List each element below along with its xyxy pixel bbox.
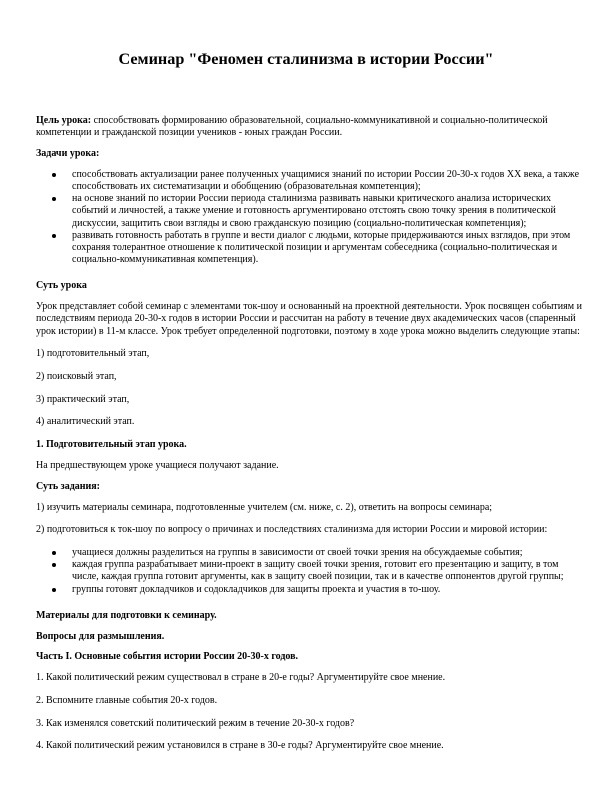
question-item: 1. Какой политический режим существовал в стране в 20-е годы? Аргументируйте свое мнение. [36,672,446,684]
stage-item: 2) поисковый этап, [36,371,117,383]
prep-heading: 1. Подготовительный этап урока. [36,439,187,451]
assignment-bullets [36,547,584,596]
stage-item: 3) практический этап, [36,393,130,405]
assignment-bullet: группы готовят докладчиков и содокладчиков для защиты проекта и участия в то-шоу. [72,584,584,596]
questions-heading: Вопросы для размышления. [36,630,165,642]
essence-heading: Суть урока [36,280,87,292]
stage-item: 1) подготовительный этап, [36,348,150,360]
assignment-item: 2) подготовиться к ток-шоу по вопросу о причинах и последствиях сталинизма для истории России и мировой истории: [36,524,548,536]
tasks-list [36,169,584,267]
task-item: на основе знаний по истории России периода сталинизма развивать навыки критического анализа исторических событий и личностей, а также умение и готовность аргументировано отстоять свою точку зрения в политической дискуссии, защитить свои взгляды и свою гражданскую позицию (социально-политическая компетенция); [72,193,584,230]
lesson-goal [36,115,584,139]
lesson-goal-text: способствовать формированию образовательной, социально-коммуникативной и социально-политической компетенции и гражданской позиции учеников - юных граждан России. [36,115,548,139]
part-heading: Часть I. Основные события истории России 20-30-х годов. [36,651,299,663]
task-item: способствовать актуализации ранее полученных учащимися знаний по истории России 20-30-х годов ХХ века, а также способствовать их систематизации и обобщению (образовательная компетенция); [72,169,584,193]
assignment-bullet: каждая группа разрабатывает мини-проект в защиту своей точки зрения, готовит его презентацию и защиту, в том числе, каждая группа готовит аргументы, как в защиту своей позиции, так и в качестве оппонентов другой группы; [72,559,584,583]
question-item: 3. Как изменялся советский политический режим в течение 20-30-х годов? [36,717,355,729]
question-item: 2. Вспомните главные события 20-х годов. [36,694,218,706]
assignment-item: 1) изучить материалы семинара, подготовленные учителем (см. ниже, с. 2), ответить на вопросы семинара; [36,501,493,513]
question-item: 4. Какой политический режим установился в стране в 30-е годы? Аргументируйте свое мнение. [36,740,444,752]
assignment-bullet: учащиеся должны разделиться на группы в зависимости от своей точки зрения на обсуждаемые события; [72,547,584,559]
document-body [36,115,584,763]
materials-heading: Материалы для подготовки к семинару. [36,609,217,621]
tasks-heading: Задачи урока: [36,148,100,159]
lesson-goal-label: Цель урока: [36,115,92,126]
prep-text: На предшествующем уроке учащиеся получают задание. [36,459,279,471]
stage-item: 4) аналитический этап. [36,416,135,428]
task-item: развивать готовность работать в группе и вести диалог с людьми, которые придерживаются иных взглядов, при этом сохраняя толерантное отношение к политической позиции и аргументам собеседника (социально-политическая и социально-коммуникативная компетенция). [72,230,584,267]
assignment-heading: Суть задания: [36,480,101,492]
page-title: Семинар "Феномен сталинизма в истории России" [118,50,494,68]
essence-text: Урок представляет собой семинар с элементами ток-шоу и основанный на проектной деятельности. Урок посвящен событиям и последствиям периода 20-30-х годов в истории России и рассчитан на работу в течение двух академических часов (спаренный урок истории) в 11-м классе. Урок требует определенной подготовки, поэтому в ходе урока можно выделить следующие этапы: [36,301,582,337]
